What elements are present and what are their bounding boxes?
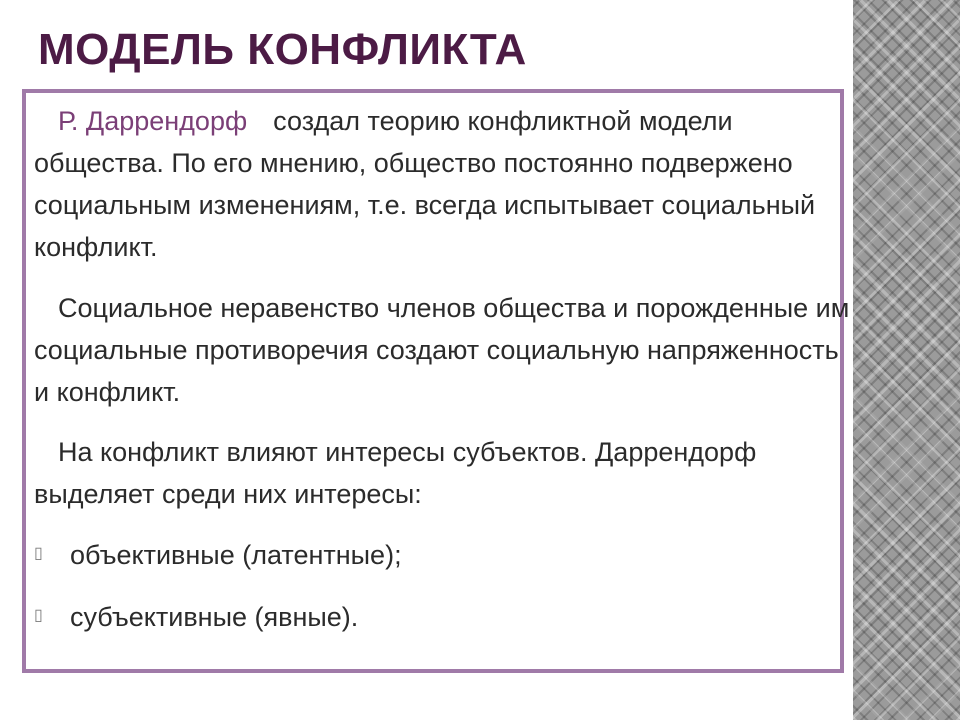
slide-title: МОДЕЛЬ КОНФЛИКТА [38, 25, 527, 74]
content-frame [22, 89, 850, 673]
paragraph-1-text: создал теорию конфликтной модели общества. По его мнению, общество постоянно подвержено социальным изменениям, т.е. всегда испытывает социальный конфликт. [34, 106, 816, 262]
list-item-subjective [34, 595, 358, 638]
paragraph-interests [34, 431, 854, 515]
paragraph-darrendorf-theory [34, 100, 854, 268]
author-name: Р. Даррендорф [58, 106, 248, 136]
paragraph-social-inequality [34, 287, 854, 413]
decorative-pattern-strip [853, 0, 960, 720]
list-item-objective [34, 533, 402, 576]
bullet-marker-icon: ▯ [34, 545, 43, 562]
paragraph-2-text: Социальное неравенство членов общества и порожденные им социальные противоречия создают социальную напряженность и конфликт. [34, 293, 850, 407]
bullet-marker-icon: ▯ [34, 607, 43, 624]
list-item-label: объективные (латентные); [70, 540, 402, 570]
list-item-label: субъективные (явные). [70, 602, 359, 632]
paragraph-3-text: На конфликт влияют интересы субъектов. Даррендорф выделяет среди них интересы: [34, 437, 757, 509]
